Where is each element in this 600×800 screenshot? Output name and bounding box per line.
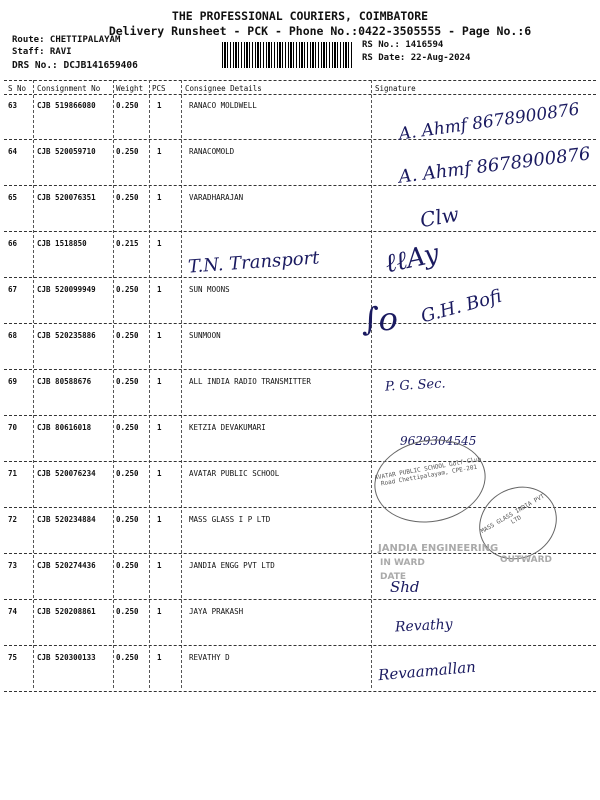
header-bottom-border [4,94,596,95]
courier-company-title: THE PROFESSIONAL COURIERS, COIMBATORE [171,9,429,23]
row-sno: 69 [8,377,18,386]
signature-68-mark: ∫o [362,300,398,338]
school-stamp: AVATAR PUBLIC SCHOOL Golf Club Road Chettipalayam, CPE-201 [368,431,493,531]
row-consignment-no: CJB 520076351 [37,193,96,202]
row-divider [4,461,596,462]
row-weight: 0.250 [116,423,139,432]
signature-63: A. Ahmf 8678900876 [397,99,581,145]
signature-74: Revathy [394,616,454,636]
signature-69: P. G. Sec. [384,376,446,395]
row-consignment-no: CJB 80616018 [37,423,92,432]
row-pcs: 1 [157,331,162,340]
row-sno: 66 [8,239,18,248]
row-sno: 75 [8,653,18,662]
jandia-stamp-outward: OUTWARD [500,555,552,565]
row-divider [4,645,596,646]
col-divider [371,80,372,688]
row-divider [4,415,596,416]
col-divider [113,80,114,688]
row-consignee: SUN MOONS [189,285,230,294]
row-consignment-no: CJB 520234884 [37,515,96,524]
row-consignment-no: CJB 80588676 [37,377,92,386]
row-sno: 73 [8,561,18,570]
row-weight: 0.250 [116,515,139,524]
row-pcs: 1 [157,515,162,524]
row-weight: 0.250 [116,147,139,156]
row-sno: 74 [8,607,18,616]
row-consignee: RANACO MOLDWELL [189,101,257,110]
signature-75: Revaamallan [377,657,477,685]
column-header-pcs: PCS [152,84,166,93]
jandia-stamp-date: DATE [380,572,407,582]
row-weight: 0.250 [116,331,139,340]
signature-65: Clw [418,201,461,233]
drs-number: DRS No.: DCJB141659406 [12,60,138,71]
row-consignee: SUNMOON [189,331,221,340]
row-divider [4,277,596,278]
row-sno: 72 [8,515,18,524]
row-consignment-no: CJB 520235886 [37,331,96,340]
row-weight: 0.250 [116,101,139,110]
row-divider [4,691,596,692]
row-consignment-no: CJB 520099949 [37,285,96,294]
column-header-consignment: Consignment No [37,84,101,93]
column-header-consignee: Consignee Details [185,84,262,93]
row-pcs: 1 [157,423,162,432]
rs-number: RS No.: 1416594 [362,40,444,50]
row-consignee: REVATHY D [189,653,230,662]
row-pcs: 1 [157,377,162,386]
signature-66: T.N. Transport [187,247,321,278]
row-pcs: 1 [157,193,162,202]
row-consignee: JANDIA ENGG PVT LTD [189,561,275,570]
row-consignment-no: CJB 519866080 [37,101,96,110]
col-divider [33,80,34,688]
column-header-weight: Weight [116,84,144,93]
col-divider [149,80,150,688]
runsheet-title: Delivery Runsheet - PCK - Phone No.:0422-3505555 - Page No.:6 [108,24,532,38]
jandia-stamp-inward: IN WARD [380,558,425,568]
row-consignment-no: CJB 520208861 [37,607,96,616]
signature-70: 9629304545 [400,434,477,448]
row-sno: 65 [8,193,18,202]
rs-date: RS Date: 22-Aug-2024 [362,53,471,63]
route-label: Route: CHETTIPALAYAM [12,35,121,45]
row-consignment-no: CJB 520059710 [37,147,96,156]
row-divider [4,231,596,232]
signature-67: G.H. Bofi [418,285,504,328]
row-consignment-no: CJB 520076234 [37,469,96,478]
row-consignee: AVATAR PUBLIC SCHOOL [189,469,280,478]
row-divider [4,323,596,324]
row-consignment-no: CJB 520274436 [37,561,96,570]
signature-64: A. Ahmf 8678900876 [397,143,592,188]
row-consignee: MASS GLASS I P LTD [189,515,271,524]
row-sno: 68 [8,331,18,340]
column-header-signature: Signature [375,84,416,93]
row-weight: 0.250 [116,285,139,294]
row-weight: 0.250 [116,377,139,386]
column-header-sno: S No [8,84,27,93]
mass-glass-stamp: MASS GLASS INDIA PVT LTD [466,473,570,574]
row-weight: 0.215 [116,239,139,248]
row-divider [4,185,596,186]
table-top-border [4,80,596,81]
row-sno: 63 [8,101,18,110]
col-divider [181,80,182,688]
row-sno: 70 [8,423,18,432]
barcode-image [222,42,352,68]
row-pcs: 1 [157,285,162,294]
row-consignee: JAYA PRAKASH [189,607,244,616]
row-sno: 67 [8,285,18,294]
row-pcs: 1 [157,239,162,248]
row-divider [4,139,596,140]
row-divider [4,599,596,600]
row-pcs: 1 [157,653,162,662]
signature-66-mark: ℓℓAy [382,238,442,280]
signature-73: Shd [390,578,420,596]
row-pcs: 1 [157,469,162,478]
row-consignee: KETZIA DEVAKUMARI [189,423,266,432]
row-pcs: 1 [157,147,162,156]
row-sno: 64 [8,147,18,156]
row-consignee: VARADHARAJAN [189,193,244,202]
row-pcs: 1 [157,607,162,616]
row-pcs: 1 [157,561,162,570]
row-divider [4,369,596,370]
row-sno: 71 [8,469,18,478]
row-pcs: 1 [157,101,162,110]
row-consignment-no: CJB 1518850 [37,239,87,248]
staff-label: Staff: RAVI [12,47,72,57]
row-weight: 0.250 [116,653,139,662]
row-consignment-no: CJB 520300133 [37,653,96,662]
row-weight: 0.250 [116,561,139,570]
row-consignee: RANACOMOLD [189,147,235,156]
row-weight: 0.250 [116,469,139,478]
row-weight: 0.250 [116,193,139,202]
jandia-stamp-title: JANDIA ENGINEERING [378,543,499,554]
row-weight: 0.250 [116,607,139,616]
row-consignee: ALL INDIA RADIO TRANSMITTER [189,377,311,386]
